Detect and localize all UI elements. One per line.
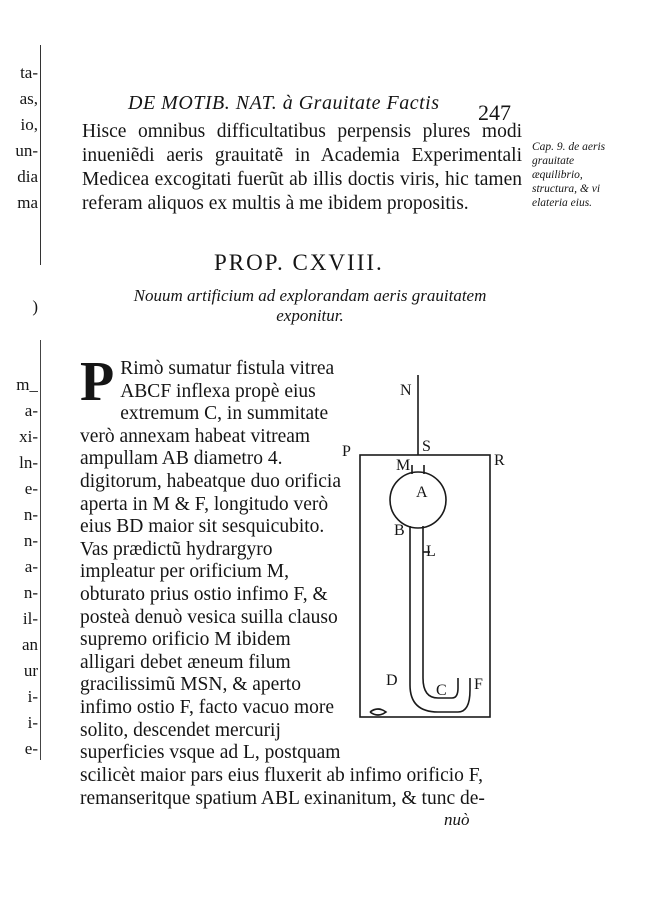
margin-fragment: n- (23, 583, 38, 602)
label-c: C (436, 682, 447, 699)
marginal-note: Cap. 9. de aeris grauitate æquilibrio, structura, & vi elateria eius. (532, 141, 606, 209)
margin-fragment: e- (24, 479, 38, 498)
margin-fragment: ) (32, 297, 38, 316)
spine-rule (40, 45, 41, 265)
catchword: nuò (444, 810, 470, 829)
hook-mark (370, 709, 386, 715)
left-margin-fragments (0, 60, 38, 760)
margin-fragment: ln- (19, 453, 38, 472)
body-continuation: scilicèt maior pars eius fluxerit ab infimo orificio F, remanseritque spatium ABL exinanitum, & tunc de- (80, 765, 485, 809)
proposition-heading: PROP. CXVIII. (214, 250, 384, 275)
margin-fragment (0, 320, 38, 346)
margin-fragment: m_ (16, 375, 38, 394)
margin-fragment (0, 216, 38, 242)
margin-fragment (0, 346, 38, 372)
margin-fragment (0, 268, 38, 294)
apparatus-svg (330, 360, 520, 740)
margin-fragment: an (21, 635, 38, 654)
label-a: A (416, 484, 428, 501)
running-head: DE MOTIB. NAT. à Grauitate Factis (128, 92, 440, 114)
margin-fragment: dia (17, 167, 38, 186)
margin-fragment: un- (15, 141, 38, 160)
margin-fragment: ma (17, 193, 38, 212)
margin-fragment: as, (19, 89, 38, 108)
proposition-body (80, 351, 350, 765)
margin-fragment: n- (23, 505, 38, 524)
margin-fragment: ur (23, 661, 38, 680)
proposition-subtitle: Nouum artificium ad explorandam aeris grauitatem exponitur. (133, 286, 487, 325)
intro-paragraph: Hisce omnibus difficultatibus perpensis plures modi inueniẽdi aeris grauitatẽ in Academia Experimentali Medicea excogitati fuerũt ab illis doctis viris, hic tamen referam aliquos ex multis à me ibidem propositis. (82, 121, 522, 214)
margin-fragment: n- (23, 531, 38, 550)
label-n: N (400, 382, 412, 399)
label-m: M (396, 457, 411, 474)
label-s: S (422, 438, 431, 455)
label-b: B (394, 522, 405, 539)
margin-fragment: e- (24, 739, 38, 758)
spine-rule-lower (40, 340, 41, 760)
margin-fragment: xi- (19, 427, 38, 446)
page-number: 247 (478, 100, 511, 125)
margin-fragment: a- (24, 401, 38, 420)
drop-cap: P (80, 351, 115, 413)
label-d: D (386, 672, 398, 689)
margin-fragment: i- (27, 687, 38, 706)
margin-fragment: a- (24, 557, 38, 576)
margin-fragment: io, (20, 115, 38, 134)
margin-fragment: i- (27, 713, 38, 732)
label-p: P (342, 443, 351, 460)
label-r: R (494, 452, 505, 469)
margin-fragment: ta- (20, 63, 38, 82)
label-l: L (426, 543, 436, 560)
margin-fragment: il- (22, 609, 38, 628)
margin-fragment (0, 242, 38, 268)
apparatus-diagram (330, 360, 520, 740)
label-f: F (474, 676, 483, 693)
body-text: Rimò sumatur fistula vitrea ABCF inflexa propè eius extremum C, in summitate verò annexam habeat vitream ampullam AB diametro 4. digitorum, habeatque duo orificia aperta in M & F, longitudo verò eius BD maior sit sesquicubito. Vas prædictũ hydrargyro impleatur per orificium M, obturato prius ostio infimo F, & posteà denuò vesica suilla clauso supremo orificio M ibidem alligari debet æneum filum gracilissimũ MSN, & aperto infimo ostio F, facto vacuo more solito, descendet mercurij superficies vsque ad L, postquam (80, 358, 342, 764)
